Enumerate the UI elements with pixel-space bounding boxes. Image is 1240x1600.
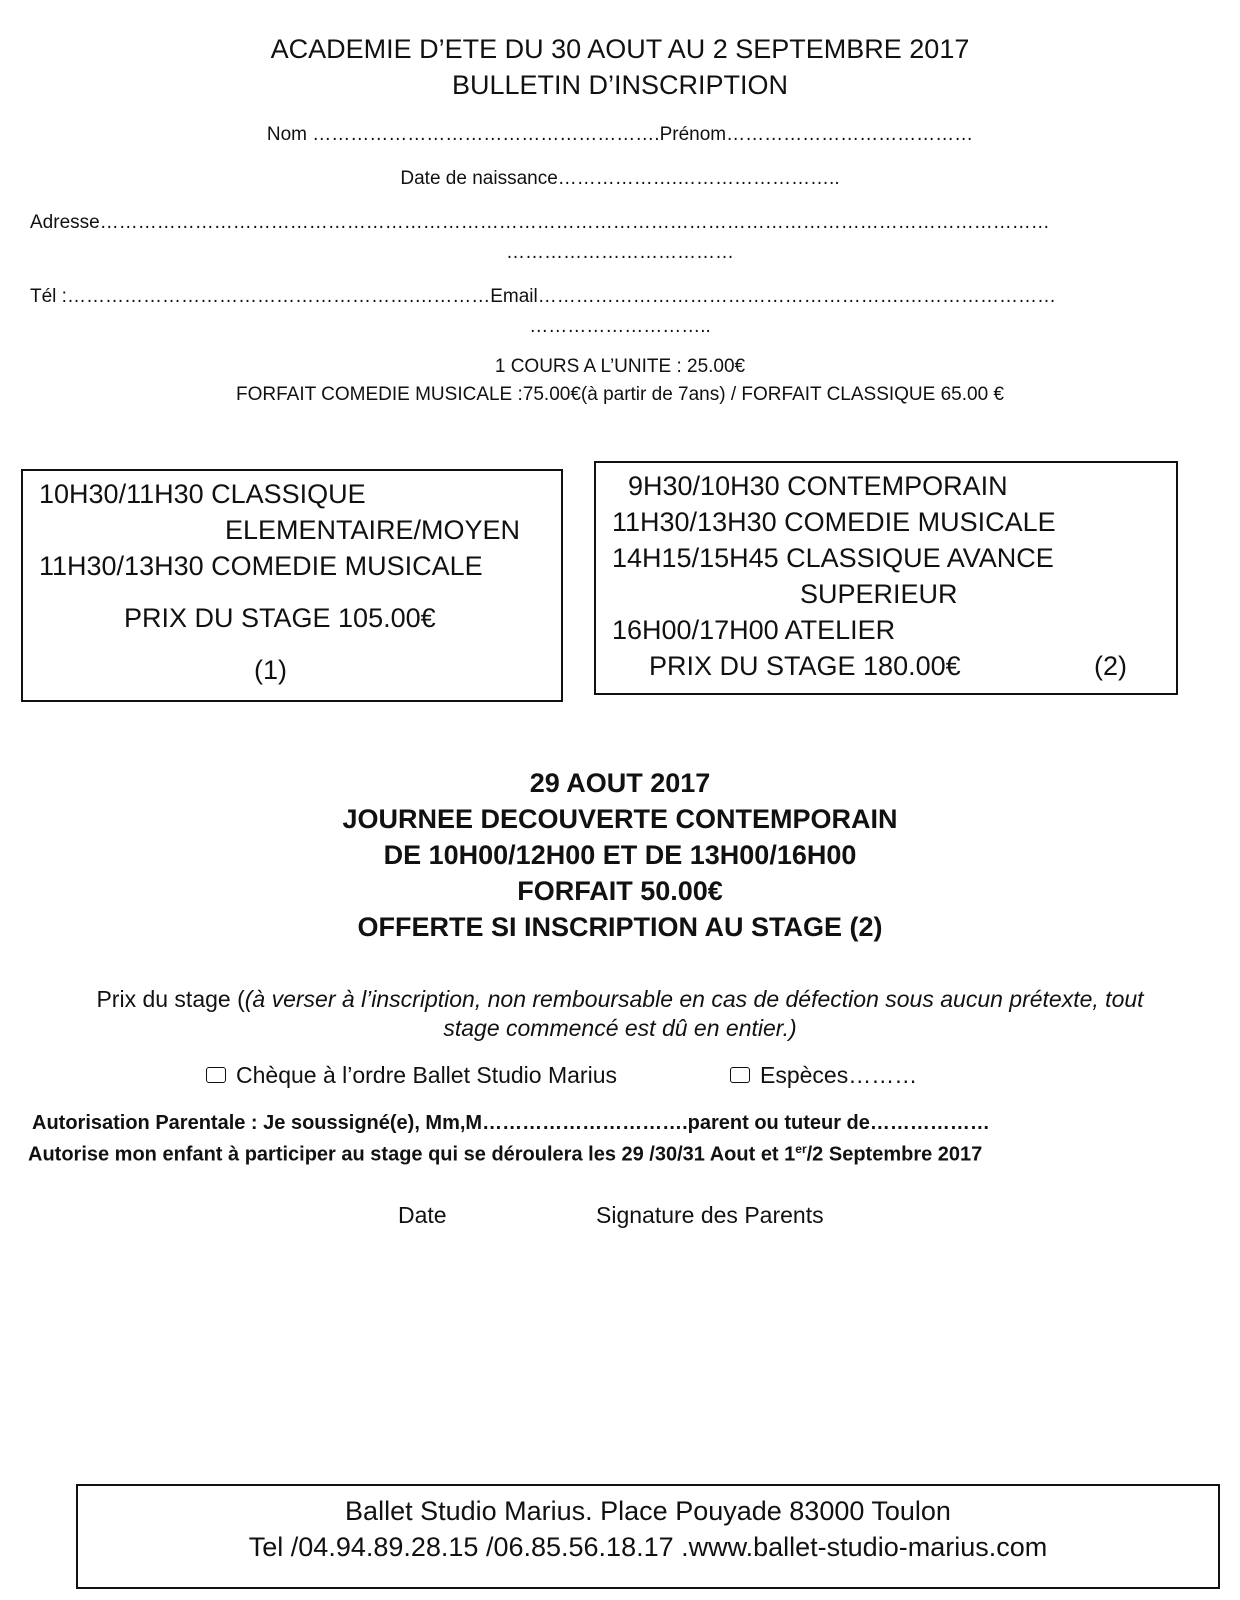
cash-option[interactable]	[730, 1062, 917, 1089]
discovery-offer: OFFERTE SI INSCRIPTION AU STAGE (2)	[357, 912, 883, 942]
cash-checkbox[interactable]	[730, 1067, 750, 1083]
stage2-schedule-line1: 9H30/10H30 CONTEMPORAIN	[628, 471, 1008, 501]
payment-note-lead: Prix du stage (	[96, 986, 245, 1012]
footer-contact: Tel /04.94.89.28.15 /06.85.56.18.17 .www.ballet-studio-marius.com	[248, 1532, 1048, 1562]
parental-authorization-line2	[28, 1142, 982, 1167]
stage-box-2	[594, 461, 1178, 695]
authorization-superscript: er	[795, 1142, 807, 1156]
birthdate-field[interactable]: Date de naissance……………….……………………..	[400, 168, 840, 189]
phone-email-field[interactable]: Tél :……………………………………………….…………Email………………………………………………….……………………	[30, 286, 1057, 307]
cheque-checkbox[interactable]	[206, 1067, 226, 1083]
form-subtitle: BULLETIN D’INSCRIPTION	[451, 70, 789, 100]
stage2-schedule-line5: 16H00/17H00 ATELIER	[612, 615, 896, 645]
stage2-schedule-line4: SUPERIEUR	[800, 579, 958, 609]
address-field-continued[interactable]: ………………………………	[506, 242, 734, 263]
authorization-text-end: /2 Septembre 2017	[806, 1143, 983, 1166]
cheque-option[interactable]	[206, 1062, 617, 1089]
stage1-schedule-line3: 11H30/13H30 COMEDIE MUSICALE	[39, 551, 483, 581]
form-title: ACADEMIE D’ETE DU 30 AOUT AU 2 SEPTEMBRE 2017	[270, 34, 970, 64]
stage1-schedule-line1: 10H30/11H30 CLASSIQUE	[39, 479, 366, 509]
stage1-schedule-line2: ELEMENTAIRE/MOYEN	[225, 515, 521, 545]
parents-signature-label: Signature des Parents	[596, 1202, 824, 1228]
footer-address: Ballet Studio Marius. Place Pouyade 83000 Toulon	[345, 1496, 951, 1526]
cheque-label: Chèque à l’ordre Ballet Studio Marius	[236, 1062, 617, 1088]
address-field[interactable]: Adresse……………………………………………………………………………………………………………………………………	[30, 212, 1050, 233]
stage1-reference: (1)	[254, 655, 287, 685]
footer-box	[76, 1484, 1220, 1589]
cash-label: Espèces………	[760, 1062, 918, 1088]
payment-note-italic: (à verser à l’inscription, non remboursable en cas de défection sous aucun prétexte, tout	[244, 986, 1144, 1012]
stage-box-1	[21, 469, 563, 702]
stage2-schedule-line2: 11H30/13H30 COMEDIE MUSICALE	[612, 507, 1056, 537]
discovery-title: JOURNEE DECOUVERTE CONTEMPORAIN	[342, 804, 898, 834]
discovery-date: 29 AOUT 2017	[529, 768, 711, 798]
payment-note-line1	[0, 986, 1240, 1013]
authorization-text: Autorise mon enfant à participer au stage qui se déroulera les 29 /30/31 Aout et 1	[28, 1143, 796, 1166]
date-label: Date	[398, 1202, 447, 1228]
stage1-price: PRIX DU STAGE 105.00€	[124, 603, 436, 633]
parental-authorization-line1: Autorisation Parentale : Je soussigné(e), Mm,M………………………….parent ou tuteur de………………	[32, 1112, 990, 1134]
name-field[interactable]: Nom ……………………………………………….Prénom…………………………………	[266, 124, 974, 145]
email-field-continued[interactable]: ………………………..	[529, 316, 711, 337]
stage2-price: PRIX DU STAGE 180.00€	[649, 651, 961, 681]
stage2-schedule-line3: 14H15/15H45 CLASSIQUE AVANCE	[612, 543, 1054, 573]
discovery-price: FORFAIT 50.00€	[517, 876, 723, 906]
single-course-price: 1 COURS A L’UNITE : 25.00€	[494, 356, 746, 377]
package-prices: FORFAIT COMEDIE MUSICALE :75.00€(à partir de 7ans) / FORFAIT CLASSIQUE 65.00 €	[235, 384, 1004, 405]
stage2-reference: (2)	[1094, 651, 1127, 681]
payment-note-line2: stage commencé est dû en entier.)	[443, 1015, 797, 1041]
discovery-hours: DE 10H00/12H00 ET DE 13H00/16H00	[383, 840, 857, 870]
